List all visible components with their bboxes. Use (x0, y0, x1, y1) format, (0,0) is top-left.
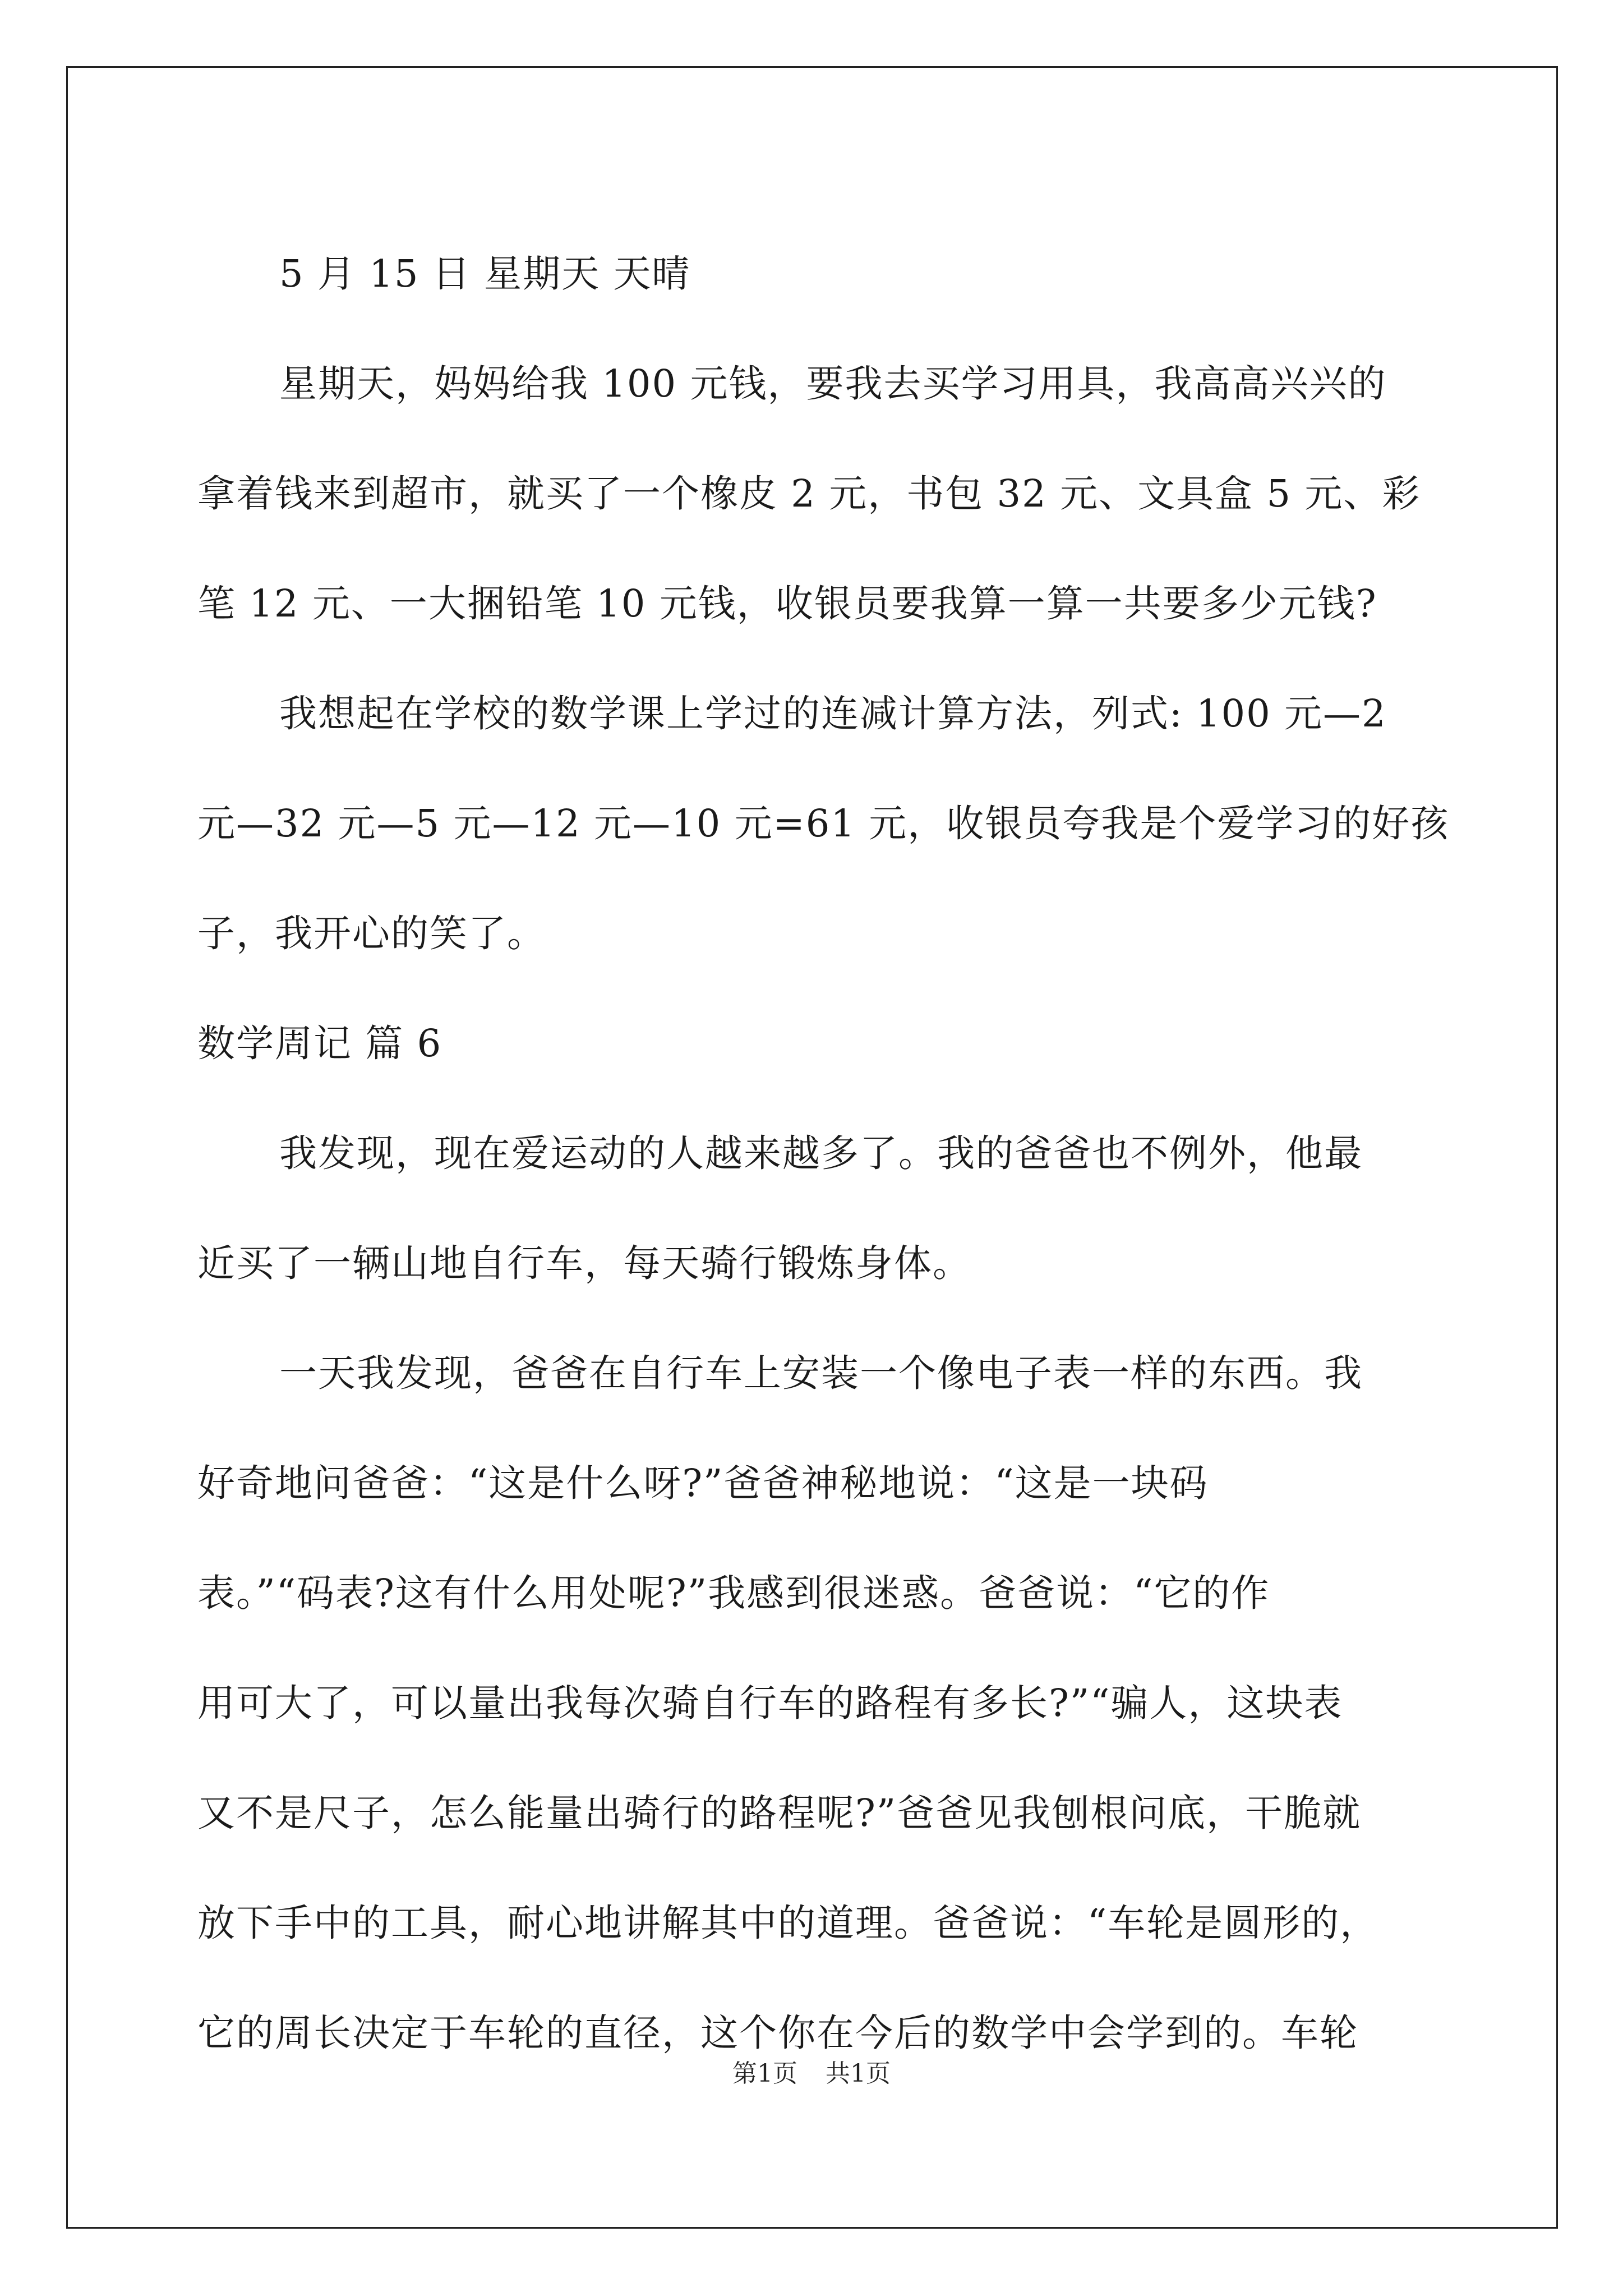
paragraph-line: 我发现，现在爱运动的人越来越多了。我的爸爸也不例外，他最 (279, 1131, 1363, 1175)
paragraph-line: 又不是尺子，怎么能量出骑行的路程呢?”爸爸见我刨根问底，干脆就 (197, 1791, 1362, 1835)
paragraph-line: 拿着钱来到超市，就买了一个橡皮 2 元，书包 32 元、文具盒 5 元、彩 (197, 472, 1421, 516)
paragraph-line: 星期天，妈妈给我 100 元钱，要我去买学习用具，我高高兴兴的 (279, 362, 1387, 406)
document-body (197, 219, 1450, 2088)
section-heading: 数学周记 篇 6 (197, 1022, 442, 1065)
paragraph-line: 放下手中的工具，耐心地讲解其中的道理。爸爸说：“车轮是圆形的， (197, 1901, 1379, 1945)
diary-date-line: 5 月 15 日 星期天 天晴 (279, 252, 691, 296)
paragraph-line: 我想起在学校的数学课上学过的连减计算方法，列式: 100 元—2 (279, 692, 1387, 735)
paragraph-line: 笔 12 元、一大捆铅笔 10 元钱，收银员要我算一算一共要多少元钱? (197, 582, 1377, 625)
paragraph-line: 元—32 元—5 元—12 元—10 元=61 元，收银员夸我是个爱学习的好孩 (197, 802, 1450, 845)
paragraph-line: 近买了一辆山地自行车，每天骑行锻炼身体。 (197, 1241, 971, 1285)
paragraph-line: 一天我发现，爸爸在自行车上安装一个像电子表一样的东西。我 (279, 1351, 1363, 1395)
paragraph-line: 表。”“码表?这有什么用处呢?”我感到很迷惑。爸爸说：“它的作 (197, 1571, 1270, 1615)
paragraph-line: 好奇地问爸爸：“这是什么呀?”爸爸神秘地说：“这是一块码 (197, 1461, 1209, 1505)
page-total: 共1页 (826, 2059, 891, 2088)
page-footer (0, 2053, 1623, 2089)
paragraph-line: 它的周长决定于车轮的直径，这个你在今后的数学中会学到的。车轮 (197, 2011, 1358, 2055)
paragraph-line: 用可大了，可以量出我每次骑自行车的路程有多长?”“骗人，这块表 (197, 1681, 1343, 1725)
paragraph-line: 子，我开心的笑了。 (197, 912, 546, 955)
page-number: 第1页 (732, 2059, 797, 2088)
